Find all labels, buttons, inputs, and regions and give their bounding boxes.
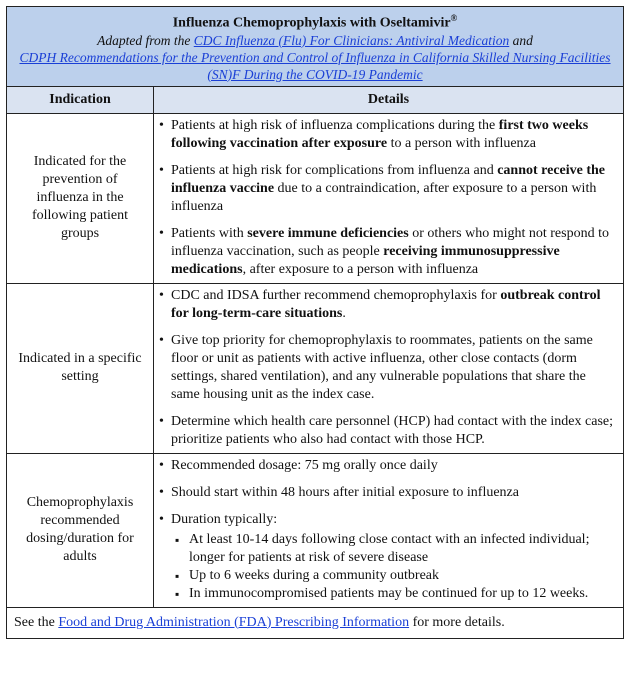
list-item: • Recommended dosage: 75 mg orally once daily (159, 457, 615, 475)
table-subtitle: Adapted from the CDC Influenza (Flu) For Clinicians: Antiviral Medication and CDPH Recommendations for the Prevention and Control of Influenza in California Skilled Nursing Facilities (SN)F During the COVID-19 Pandemic (19, 32, 611, 82)
list-item: • Give top priority for chemoprophylaxis to roommates, patients on the same floor or unit as patients with active influenza, other close contacts (dorm settings, shared ventilation), and any vulnerable populations that share the same housing unit as the index case. (159, 332, 615, 404)
list-item: • Patients at high risk for complications from influenza and cannot receive the influenza vaccine due to a contraindication, after exposure to a person with influenza (159, 162, 615, 216)
table-title-cell (7, 7, 624, 87)
fda-link[interactable]: Food and Drug Administration (FDA) Prescribing Information (58, 614, 410, 630)
list-item: • Duration typically: ▪ At least 10-14 days following close contact with an infected individual; longer for patients at risk of severe disease ▪ Up to 6 weeks during a community outbreak ▪ In immunocompromised patients may be continued for up to 12 weeks. (159, 511, 615, 603)
cdph-link[interactable]: CDPH Recommendations for the Prevention and Control of Influenza in California Skilled Nursing Facilities (SN)F During the COVID-19 Pandemic (19, 49, 611, 82)
sub-list-item: ▪ At least 10-14 days following close contact with an infected individual; longer for patients at risk of severe disease (171, 531, 615, 567)
cdc-link[interactable]: CDC Influenza (Flu) For Clinicians: Antiviral Medication (193, 32, 510, 48)
details-column-header: Details (154, 86, 624, 113)
table-row (7, 283, 624, 453)
chemoprophylaxis-table-container (6, 6, 623, 639)
list-item: • CDC and IDSA further recommend chemoprophylaxis for outbreak control for long-term-care situations. (159, 287, 615, 323)
indication-cell: Indicated for the prevention of influenza in the following patient groups (7, 113, 154, 283)
table-row (7, 113, 624, 283)
indication-column-header: Indication (7, 86, 154, 113)
table-row (7, 453, 624, 607)
details-cell (154, 113, 624, 283)
sub-list-item: ▪ In immunocompromised patients may be continued for up to 12 weeks. (171, 585, 615, 603)
table-title: Influenza Chemoprophylaxis with Oseltamivir® (172, 13, 458, 31)
indication-cell: Indicated in a specific setting (7, 283, 154, 453)
details-cell (154, 453, 624, 607)
list-item: • Patients with severe immune deficiencies or others who might not respond to influenza vaccination, such as people receiving immunosuppressive medications, after exposure to a person with influenza (159, 225, 615, 279)
list-item: • Should start within 48 hours after initial exposure to influenza (159, 484, 615, 502)
sub-list-item: ▪ Up to 6 weeks during a community outbreak (171, 567, 615, 585)
list-item: • Patients at high risk of influenza complications during the first two weeks following vaccination after exposure to a person with influenza (159, 117, 615, 153)
indication-cell: Chemoprophylaxis recommended dosing/duration for adults (7, 453, 154, 607)
details-cell (154, 283, 624, 453)
table-footer: See the Food and Drug Administration (FDA) Prescribing Information for more details. (7, 607, 624, 638)
chemoprophylaxis-table (6, 6, 624, 639)
list-item: • Determine which health care personnel (HCP) had contact with the index case; prioritize patients who also had contact with those HCP. (159, 413, 615, 449)
